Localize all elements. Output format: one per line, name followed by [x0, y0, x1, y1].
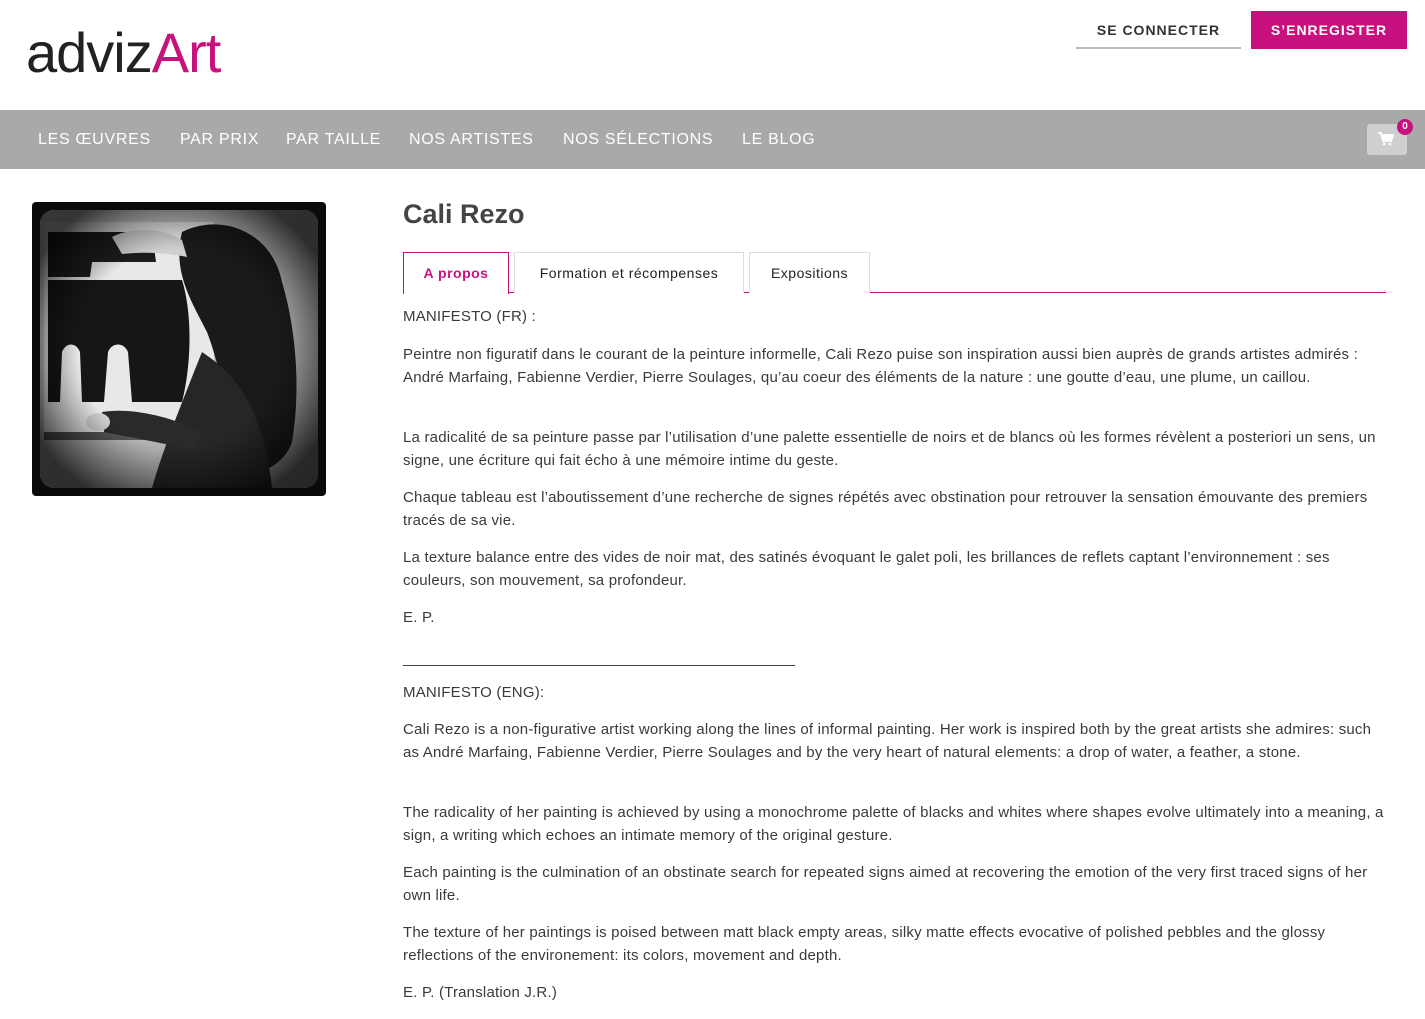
site-header	[0, 0, 1425, 110]
signature-translation: E. P. (Translation J.R.)	[403, 984, 558, 1001]
main-nav	[0, 110, 1425, 169]
manifesto-fr-heading: MANIFESTO (FR) :	[403, 308, 536, 325]
paragraph: Chaque tableau est l’aboutissement d’une recherche de signes répétés avec obstination pour retrouver la sensation émouvante des premiers tracés de sa vie.	[403, 489, 1368, 529]
nav-item-nos-artistes[interactable]: NOS ARTISTES	[409, 131, 534, 148]
register-button[interactable]: S’ENREGISTER	[1251, 11, 1407, 49]
paragraph: Peintre non figuratif dans le courant de la peinture informelle, Cali Rezo puise son inspiration aussi bien auprès de grands artistes admirés : André Marfaing, Fabienne Verdier, Pierre Soulages, qu’au coeur des éléments de la nature : une goutte d’eau, une plume, un caillou.	[403, 346, 1358, 386]
paragraph: The texture of her paintings is poised between matt black empty areas, silky matte effects evocative of polished pebbles and the glossy reflections of the environement: its colors, movement and depth.	[403, 924, 1326, 964]
advizart-logo[interactable]	[26, 10, 282, 98]
tab-a-propos[interactable]: A propos	[403, 252, 509, 294]
artist-name-heading: Cali Rezo	[403, 199, 525, 229]
nav-item-nos-selections[interactable]: NOS SÉLECTIONS	[563, 131, 714, 148]
logo-text-accent: Art	[151, 21, 221, 84]
signature: E. P.	[403, 609, 435, 626]
paragraph: The radicality of her painting is achieved by using a monochrome palette of blacks and whites where shapes evolve ultimately into a meaning, a sign, a writing which echoes an intimate memory of the original gesture.	[403, 804, 1384, 844]
paragraph: La radicalité de sa peinture passe par l’utilisation d’une palette essentielle de noirs et de blancs où les formes révèlent a posteriori un sens, un signe, une écriture qui fait écho à une mémoire intime du geste.	[403, 429, 1376, 469]
artist-tabs	[403, 252, 1386, 293]
cart-button[interactable]	[1367, 121, 1408, 155]
nav-item-le-blog[interactable]: LE BLOG	[742, 131, 816, 148]
nav-item-par-prix[interactable]: PAR PRIX	[180, 131, 260, 148]
separator-line: _______________________________________________	[403, 650, 796, 667]
paragraph: Each painting is the culmination of an obstinate search for repeated signs aimed at recovering the emotion of the very first traced signs of her own life.	[403, 864, 1368, 904]
nav-item-par-taille[interactable]: PAR TAILLE	[286, 131, 382, 148]
cart-count-badge: 0	[1397, 119, 1413, 135]
paragraph: Cali Rezo is a non-figurative artist working along the lines of informal painting. Her work is inspired both by the great artists she admires: such as André Marfaing, Fabienne Verdier, Pierre Soulages and by the very heart of natural elements: a drop of water, a feather, a stone.	[403, 721, 1372, 761]
paragraph: La texture balance entre des vides de noir mat, des satinés évoquant le galet poli, les brillances de reflets captant l’environnement : ses couleurs, son mouvement, sa profondeur.	[403, 549, 1330, 589]
artist-photo	[32, 202, 326, 496]
nav-item-oeuvres[interactable]: LES ŒUVRES	[38, 131, 151, 148]
tab-expositions[interactable]: Expositions	[749, 252, 870, 293]
tab-formation[interactable]: Formation et récompenses	[514, 252, 744, 293]
cart-icon	[1378, 132, 1394, 146]
logo-text-plain: adviz	[26, 21, 152, 84]
manifesto-eng-heading: MANIFESTO (ENG):	[403, 684, 545, 701]
login-button[interactable]: SE CONNECTER	[1076, 11, 1241, 49]
